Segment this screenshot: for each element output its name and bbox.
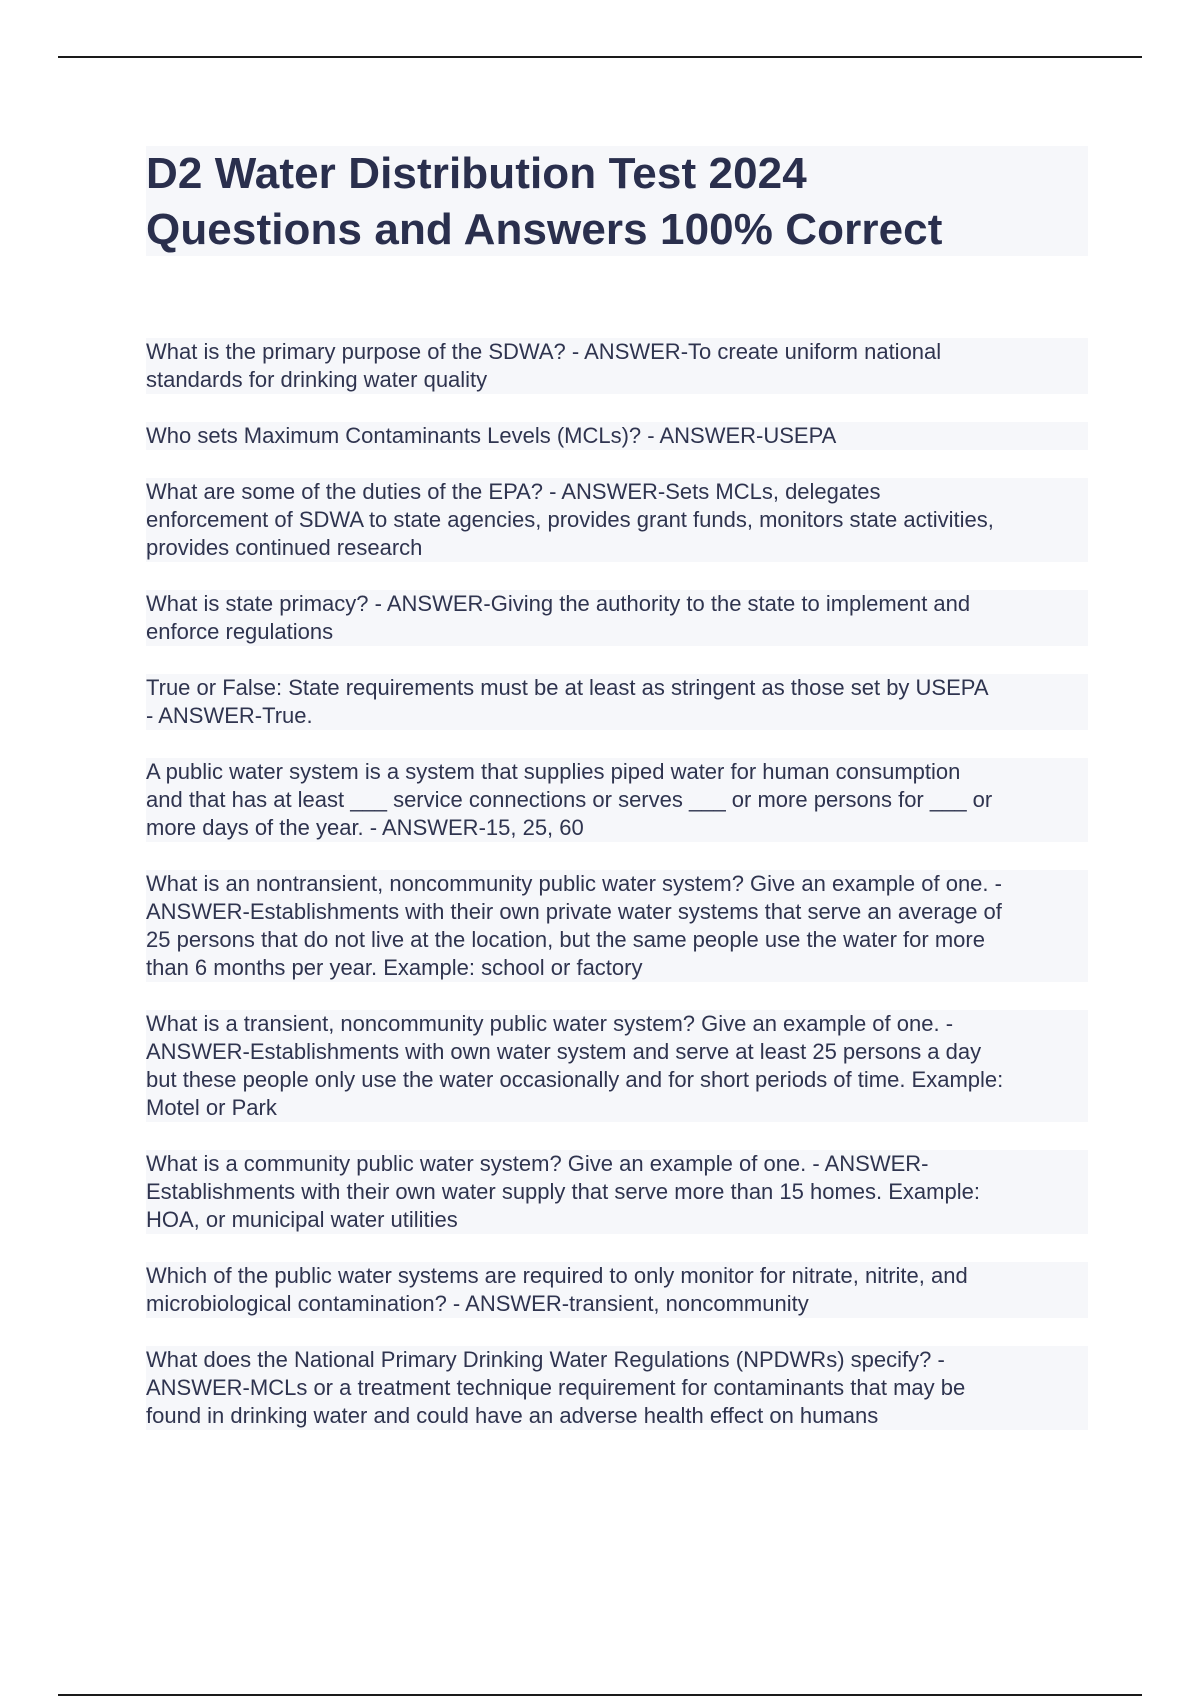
qa-item — [146, 338, 1088, 394]
qa-line: What is state primacy? - ANSWER-Giving the authority to the state to implement and — [146, 591, 971, 616]
qa-line: What is the primary purpose of the SDWA? - ANSWER-To create uniform national — [146, 339, 942, 364]
qa-line: and that has at least ___ service connections or serves ___ or more persons for ___ or — [146, 787, 993, 812]
qa-line: but these people only use the water occasionally and for short periods of time. Example: — [146, 1067, 1004, 1092]
qa-list — [146, 338, 1088, 1430]
bottom-rule — [58, 1694, 1142, 1696]
qa-item — [146, 1346, 1088, 1430]
qa-line: What is a transient, noncommunity public water system? Give an example of one. - — [146, 1011, 954, 1036]
qa-line: What are some of the duties of the EPA? - ANSWER-Sets MCLs, delegates — [146, 479, 881, 504]
qa-line: ANSWER-Establishments with own water system and serve at least 25 persons a day — [146, 1039, 982, 1064]
qa-line: - ANSWER-True. — [146, 703, 313, 728]
qa-line: What is a community public water system? Give an example of one. - ANSWER- — [146, 1151, 929, 1176]
qa-line: What is an nontransient, noncommunity public water system? Give an example of one. - — [146, 871, 1002, 896]
qa-item — [146, 1262, 1088, 1318]
qa-line: 25 persons that do not live at the location, but the same people use the water for more — [146, 927, 985, 952]
qa-item — [146, 478, 1088, 562]
qa-line: ANSWER-MCLs or a treatment technique requirement for contaminants that may be — [146, 1375, 966, 1400]
qa-line: Who sets Maximum Contaminants Levels (MCLs)? - ANSWER-USEPA — [146, 423, 837, 448]
top-rule — [58, 56, 1142, 58]
document-title — [146, 146, 1088, 258]
qa-item — [146, 1150, 1088, 1234]
qa-line: True or False: State requirements must be at least as stringent as those set by USEPA — [146, 675, 989, 700]
qa-line: standards for drinking water quality — [146, 367, 488, 392]
qa-line: Which of the public water systems are required to only monitor for nitrate, nitrite, and — [146, 1263, 968, 1288]
qa-line: What does the National Primary Drinking Water Regulations (NPDWRs) specify? - — [146, 1347, 945, 1372]
qa-item — [146, 422, 1088, 450]
qa-line: more days of the year. - ANSWER-15, 25, 60 — [146, 815, 584, 840]
qa-line: HOA, or municipal water utilities — [146, 1207, 458, 1232]
qa-item — [146, 870, 1088, 982]
qa-item — [146, 674, 1088, 730]
qa-line: found in drinking water and could have an adverse health effect on humans — [146, 1403, 879, 1428]
qa-item — [146, 758, 1088, 842]
qa-item — [146, 590, 1088, 646]
qa-line: ANSWER-Establishments with their own private water systems that serve an average of — [146, 899, 1002, 924]
qa-line: microbiological contamination? - ANSWER-transient, noncommunity — [146, 1291, 809, 1316]
qa-line: enforcement of SDWA to state agencies, provides grant funds, monitors state activities, — [146, 507, 994, 532]
qa-line: enforce regulations — [146, 619, 334, 644]
qa-line: Establishments with their own water supply that serve more than 15 homes. Example: — [146, 1179, 980, 1204]
title-block — [146, 146, 1088, 256]
qa-line: A public water system is a system that supplies piped water for human consumption — [146, 759, 961, 784]
title-line: D2 Water Distribution Test 2024 — [146, 149, 807, 198]
qa-line: than 6 months per year. Example: school or factory — [146, 955, 643, 980]
qa-line: Motel or Park — [146, 1095, 277, 1120]
title-line: Questions and Answers 100% Correct — [146, 205, 943, 254]
qa-item — [146, 1010, 1088, 1122]
qa-line: provides continued research — [146, 535, 423, 560]
